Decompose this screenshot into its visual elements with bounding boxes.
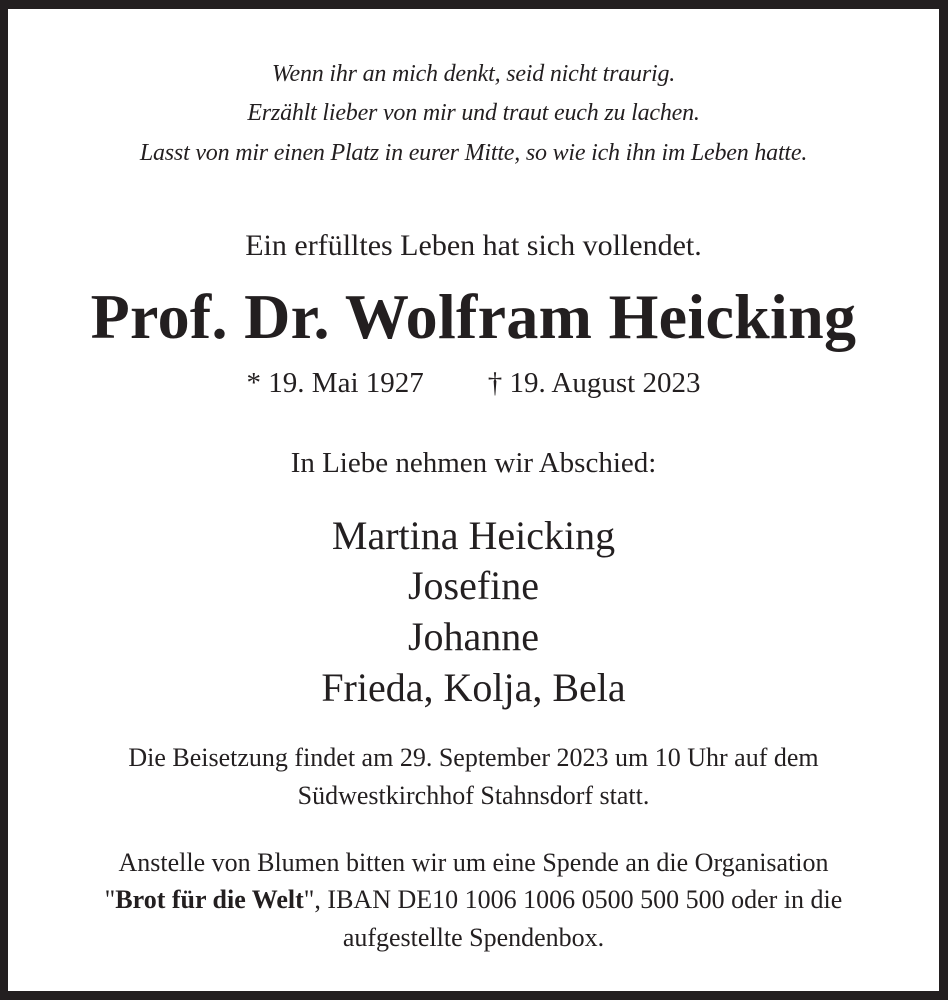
poem-line-1: Wenn ihr an mich denkt, seid nicht traurig. — [271, 61, 676, 87]
mourner-2: Josefine — [407, 563, 540, 608]
death-date: † 19. August 2023 — [487, 367, 701, 399]
life-dates — [8, 369, 939, 398]
quote-open: " — [104, 885, 116, 914]
mourner-4: Frieda, Kolja, Bela — [321, 665, 626, 710]
poem-line-2: Erzählt lieber von mir und traut euch zu lachen. — [247, 100, 700, 126]
birth-date: * 19. Mai 1927 — [246, 367, 424, 399]
donation-iban-text: , IBAN DE10 1006 1006 0500 500 500 oder in die — [314, 885, 843, 914]
donation-line-1: Anstelle von Blumen bitten wir um eine Spende an die Organisation — [118, 848, 829, 877]
donation-line-2 — [8, 887, 939, 913]
mourner-3: Johanne — [407, 614, 540, 659]
quote-close: " — [303, 885, 315, 914]
donation-organization: Brot für die Welt — [115, 885, 304, 914]
funeral-line-1: Die Beisetzung findet am 29. September 2023 um 10 Uhr auf dem — [128, 743, 819, 772]
deceased-name: Prof. Dr. Wolfram Heicking — [90, 281, 857, 352]
donation-line-3: aufgestellte Spendenbox. — [342, 923, 605, 952]
intro-text: Ein erfülltes Leben hat sich vollendet. — [245, 229, 702, 262]
funeral-line-2: Südwestkirchhof Stahnsdorf statt. — [297, 781, 650, 810]
farewell-heading: In Liebe nehmen wir Abschied: — [290, 447, 657, 479]
poem-line-3: Lasst von mir einen Platz in eurer Mitte, so wie ich ihn im Leben hatte. — [139, 140, 808, 166]
mourner-1: Martina Heicking — [331, 513, 616, 558]
obituary-notice — [8, 9, 939, 991]
